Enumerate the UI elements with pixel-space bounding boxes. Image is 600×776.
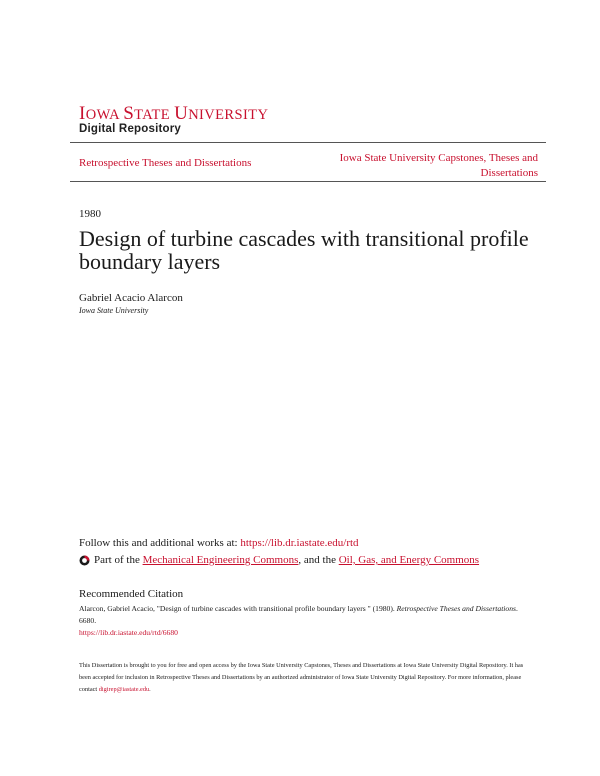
logo-letter: S bbox=[123, 103, 135, 124]
author-name: Gabriel Acacio Alarcon bbox=[79, 292, 183, 304]
follow-text: Follow this and additional works at: bbox=[79, 537, 241, 549]
citation-link[interactable]: https://lib.dr.iastate.edu/rtd/6680 bbox=[79, 628, 178, 637]
university-logo[interactable] bbox=[79, 103, 268, 125]
logo-subtitle: Digital Repository bbox=[79, 123, 182, 135]
logo-text: NIVERSITY bbox=[188, 107, 269, 123]
citation-block bbox=[79, 603, 519, 639]
parent-collection-link[interactable]: Iowa State University Capstones, Theses and Dissertations bbox=[339, 152, 538, 179]
citation-text: Alarcon, Gabriel Acacio, "Design of turbine cascades with transitional profile boundary layers " (1980). bbox=[79, 604, 397, 613]
access-notice bbox=[79, 660, 531, 696]
notice-end: . bbox=[149, 686, 151, 693]
logo-text: TATE bbox=[134, 107, 175, 123]
publication-year: 1980 bbox=[79, 208, 101, 220]
part-of-prefix: Part of the bbox=[94, 554, 143, 566]
citation-number: . 6680. bbox=[79, 604, 518, 625]
mechanical-engineering-commons-link[interactable]: Mechanical Engineering Commons bbox=[142, 554, 299, 566]
logo-text: OWA bbox=[85, 107, 124, 123]
header-divider bbox=[70, 142, 546, 143]
recommended-citation-heading: Recommended Citation bbox=[79, 588, 184, 600]
follow-line bbox=[79, 537, 359, 549]
part-of-mid: , and the bbox=[298, 554, 339, 566]
notice-text: This Dissertation is brought to you for free and open access by the Iowa State University Capstones, Theses and Dissertations at Iowa State University Digital Repository. It has been accepted for inclusion in Retrospective Theses and Dissertations by an authorized administrator of Iowa State University Digital Repository. For more information, please contact bbox=[79, 662, 524, 693]
oil-gas-energy-commons-link[interactable]: Oil, Gas, and Energy Commons bbox=[338, 554, 480, 566]
network-commons-icon bbox=[79, 555, 90, 566]
document-title: Design of turbine cascades with transitional profile boundary layers bbox=[79, 226, 529, 274]
collection-link[interactable]: Retrospective Theses and Dissertations bbox=[79, 157, 252, 169]
repository-link[interactable]: https://lib.dr.iastate.edu/rtd bbox=[240, 537, 359, 549]
author-affiliation: Iowa State University bbox=[79, 306, 149, 315]
citation-series: Retrospective Theses and Dissertations bbox=[396, 604, 516, 613]
part-of-line bbox=[79, 554, 479, 566]
logo-letter: U bbox=[174, 103, 189, 124]
logo-letter: I bbox=[79, 103, 86, 124]
nav-divider bbox=[70, 181, 546, 182]
contact-email-link[interactable]: digirep@iastate.edu bbox=[98, 686, 150, 693]
